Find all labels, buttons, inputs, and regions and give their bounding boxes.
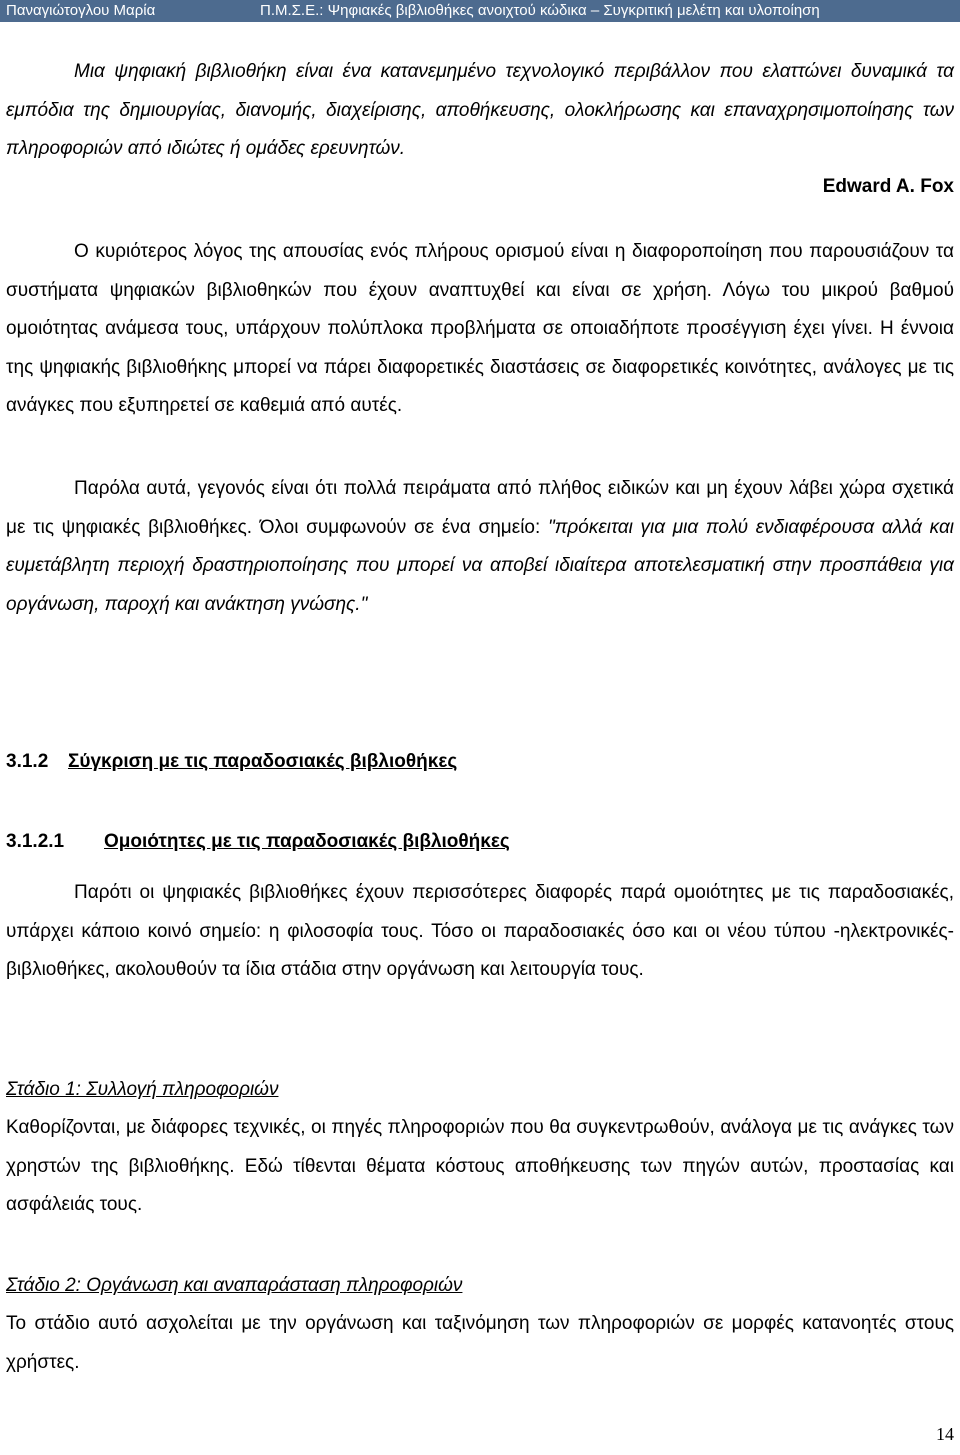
stage-1-text: Καθορίζονται, με διάφορες τεχνικές, οι πηγές πληροφοριών που θα συγκεντρωθούν, ανάλογα με τις ανάγκες των χρηστών της βιβλιοθήκης. Εδώ τίθενται θέματα κόστους αποθήκευσης των πηγών αυτών, προστασίας και ασφάλειάς τους. [6,1117,954,1215]
quote-text: Μια ψηφιακή βιβλιοθήκη είναι ένα κατανεμημένο τεχνολογικό περιβάλλον που ελαττώνει δυναμικά τα εμπόδια της δημιουργίας, διανομής, διαχείρισης, αποθήκευσης, ολοκλήρωσης και επαναχρησιμοποίησης των πληροφοριών από ιδιώτες ή ομάδες ερευνητών. [6,61,954,159]
subsection-title: Ομοιότητες με τις παραδοσιακές βιβλιοθήκες [104,831,510,852]
section-heading [6,743,457,781]
stage-2-title: Στάδιο 2: Οργάνωση και αναπαράσταση πληροφοριών [6,1275,463,1296]
header-title: Π.Μ.Σ.Ε.: Ψηφιακές βιβλιοθήκες ανοιχτού κώδικα – Συγκριτική μελέτη και υλοποίηση [260,2,820,19]
section-title: Σύγκριση με τις παραδοσιακές βιβλιοθήκες [68,751,458,772]
running-header [0,0,960,22]
page-number: 14 [936,1424,954,1444]
body-paragraph-2 [6,470,954,624]
subsection-number: 3.1.2.1 [6,831,65,852]
header-author: Παναγιώτογλου Μαρία [6,2,156,19]
paragraph-2-quote: "πρόκειται για μια πολύ ενδιαφέρουσα αλλά και ευμετάβλητη περιοχή δραστηριοποίησης που μπορεί να αποβεί ιδιαίτερα αποτελεσματική στην προσπάθεια για οργάνωση, παροχή και ανάκτηση γνώσης." [6,516,955,615]
section-number: 3.1.2 [6,751,49,772]
quote-author: Edward A. Fox [822,176,954,197]
stage-2-text: Το στάδιο αυτό ασχολείται με την οργάνωση και ταξινόμηση των πληροφοριών σε μορφές κατανοητές στους χρήστες. [6,1313,954,1373]
subsection-paragraph: Παρότι οι ψηφιακές βιβλιοθήκες έχουν περισσότερες διαφορές παρά ομοιότητες με τις παραδοσιακές, υπάρχει κάποιο κοινό σημείο: η φιλοσοφία τους. Τόσο οι παραδοσιακές όσο και οι νέου τύπου -ηλεκτρονικές- βιβλιοθήκες, ακολουθούν τα ίδια στάδια στην οργάνωση και λειτουργία τους. [6,882,954,980]
body-paragraph-1: Ο κυριότερος λόγος της απουσίας ενός πλήρους ορισμού είναι η διαφοροποίηση που παρουσιάζουν τα συστήματα ψηφιακών βιβλιοθηκών που έχουν αναπτυχθεί και είναι σε χρήση. Λόγω του μικρού βαθμού ομοιότητας ανάμεσα τους, υπάρχουν πολύπλοκα προβλήματα σε οποιαδήποτε προσέγγιση έχει γίνει. Η έννοια της ψηφιακής βιβλιοθήκης μπορεί να πάρει διαφορετικές διαστάσεις σε διαφορετικές κοινότητες, ανάλογες με τις ανάγκες που εξυπηρετεί σε καθεμιά από αυτές. [6,241,954,416]
stage-1-title: Στάδιο 1: Συλλογή πληροφοριών [6,1079,279,1100]
subsection-heading [6,823,510,861]
paragraph-2-text: Παρόλα αυτά, γεγονός είναι ότι πολλά πειράματα από πλήθος ειδικών και μη έχουν λάβει χώρα σχετικά με τις ψηφιακές βιβλιοθήκες. Όλοι συμφωνούν σε ένα σημείο: [6,478,954,538]
